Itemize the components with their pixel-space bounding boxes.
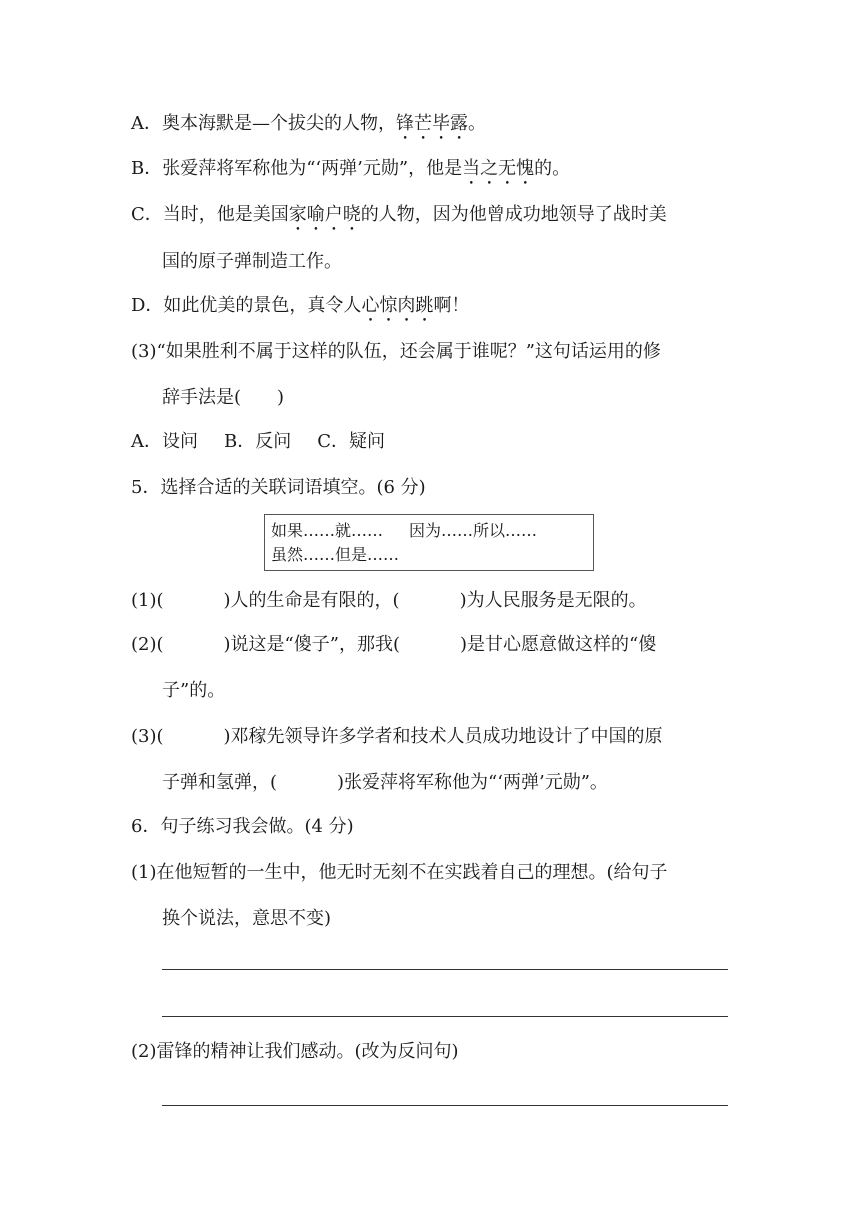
option-b-text: B．张爱萍将军称他为“‘两弹’元勋”，他是 (131, 158, 463, 179)
q6-title: 6．句子练习我会做。(4 分) (131, 816, 354, 837)
q5-sentence-3: (3)( )邓稼先领导许多学者和技术人员成功地设计了中国的原 (131, 726, 663, 747)
option-c-continuation: 国的原子弹制造工作。 (162, 251, 342, 272)
word-bank-item: 因为……所以…… (409, 521, 538, 540)
word-bank-box (264, 514, 594, 571)
q5-sentence-2: (2)( )说这是“傻子”，那我( )是甘心愿意做这样的“傻 (131, 634, 657, 655)
q6-part1-line1: (1)在他短暂的一生中，他无时无刻不在实践着自己的理想。(给句子 (131, 862, 668, 883)
choice-a: A．设问 (131, 431, 198, 452)
q5-sentence-1: (1)( )人的生命是有限的，( )为人民服务是无限的。 (131, 590, 647, 611)
q5-sentence-3-cont: 子弹和氢弹，( )张爱萍将军称他为“‘两弹’元勋”。 (162, 772, 608, 793)
q6-part2: (2)雷锋的精神让我们感动。(改为反问句) (131, 1041, 459, 1062)
q4-3-line1: (3)“如果胜利不属于这样的队伍，还会属于谁呢？”这句话运用的修 (131, 341, 661, 362)
option-b (131, 157, 570, 189)
option-c-idiom: 家喻户晓 (288, 204, 361, 225)
option-c-text: C．当时，他是美国 (131, 204, 289, 225)
answer-line[interactable] (162, 1105, 728, 1106)
option-d-end: 啊！ (433, 295, 470, 316)
choice-c: C．疑问 (317, 431, 386, 452)
answer-line[interactable] (162, 1016, 728, 1017)
choice-b: B．反问 (224, 431, 292, 452)
option-a (131, 112, 486, 144)
option-a-end: 。 (468, 113, 486, 134)
q6-part1-line2: 换个说法，意思不变) (162, 908, 332, 929)
q4-3-line2: 辞手法是( ) (162, 387, 285, 408)
answer-line[interactable] (162, 969, 728, 970)
q5-sentence-2-cont: 子”的。 (162, 680, 226, 701)
word-bank-item: 虽然……但是…… (271, 545, 400, 564)
option-d (131, 294, 469, 326)
option-b-end: 的。 (534, 158, 571, 179)
q4-3-options (131, 430, 385, 454)
q5-title: 5．选择合适的关联词语填空。(6 分) (131, 477, 426, 498)
option-a-text: A．奥本海默是—个拔尖的人物， (131, 113, 396, 134)
option-c-end: 的人物，因为他曾成功地领导了战时美 (360, 204, 667, 225)
option-b-idiom: 当之无愧 (462, 158, 535, 179)
option-a-idiom: 锋芒毕露 (396, 113, 468, 134)
option-d-text: D．如此优美的景色，真令人 (131, 295, 362, 316)
word-bank-item: 如果……就…… (271, 521, 384, 540)
option-c (131, 203, 667, 235)
option-d-idiom: 心惊肉跳 (361, 295, 434, 316)
